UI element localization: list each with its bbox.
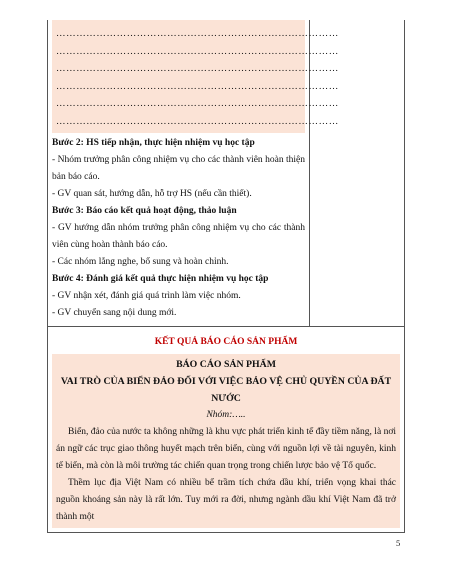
report-box xyxy=(52,354,400,528)
activity-row xyxy=(48,20,404,327)
product-cell xyxy=(310,20,404,326)
step4-line: - GV chuyển sang nội dung mới. xyxy=(52,308,177,318)
dotted-line: ………………………………………………………………………… xyxy=(56,46,339,57)
dotted-line: ………………………………………………………………………… xyxy=(56,29,339,39)
page-number: 5 xyxy=(396,538,401,548)
dotted-line: ………………………………………………………………………… xyxy=(56,81,339,92)
lesson-table xyxy=(47,20,405,533)
report-paragraph: Biển, đảo của nước ta không những là khu vực phát triển kinh tế đầy tiềm năng, là nơi án ngữ các trục giao thông huyết mạch trên biển, cùng với nguồn lợi về tài nguyên, kinh tế biển, mà còn là môi trường tác chiến quan trọng trong chiến lược bảo vệ Tổ quốc. xyxy=(56,427,396,471)
step3-line: - Các nhóm lắng nghe, bổ sung và hoàn chỉnh. xyxy=(52,257,229,267)
step3-line: - GV hướng dẫn nhóm trưởng phân công nhiệm vụ cho các thành viên cùng hoàn thành báo cáo. xyxy=(52,223,305,250)
result-section-title: KẾT QUẢ BÁO CÁO SẢN PHẨM xyxy=(154,337,298,347)
dotted-line: ………………………………………………………………………… xyxy=(56,64,339,74)
step4-line: - GV nhận xét, đánh giá quá trình làm việc nhóm. xyxy=(52,291,241,301)
step3-title: Bước 3: Báo cáo kết quả hoạt động, thảo luận xyxy=(52,206,237,216)
report-paragraph: Thềm lục địa Việt Nam có nhiều bể trầm tích chứa dầu khí, triển vọng khai thác nguồn khoáng sản này là rất lớn. Tuy mới ra đời, nhưng ngành dầu khí Việt Nam đã trở thành một xyxy=(56,478,396,522)
step2-line: - Nhóm trưởng phân công nhiệm vụ cho các thành viên hoàn thiện bản báo cáo. xyxy=(52,155,305,182)
group-name: Nhóm:….. xyxy=(206,410,246,420)
activity-cell xyxy=(48,20,339,326)
dotted-answer-box xyxy=(52,20,339,133)
report-heading: BÁO CÁO SẢN PHẨM xyxy=(176,359,276,370)
result-row xyxy=(48,327,404,532)
dotted-line: ………………………………………………………………………… xyxy=(56,116,339,127)
step2-line: - GV quan sát, hướng dẫn, hỗ trợ HS (nếu cần thiết). xyxy=(52,189,252,199)
step2-title: Bước 2: HS tiếp nhận, thực hiện nhiệm vụ học tập xyxy=(52,138,255,148)
step4-title: Bước 4: Đánh giá kết quả thực hiện nhiệm vụ học tập xyxy=(52,274,269,284)
dotted-line: ………………………………………………………………………… xyxy=(56,99,339,109)
report-title: VAI TRÒ CỦA BIỂN ĐẢO ĐỐI VỚI VIỆC BẢO VỆ CHỦ QUYỀN CỦA ĐẤT NƯỚC xyxy=(60,376,392,404)
